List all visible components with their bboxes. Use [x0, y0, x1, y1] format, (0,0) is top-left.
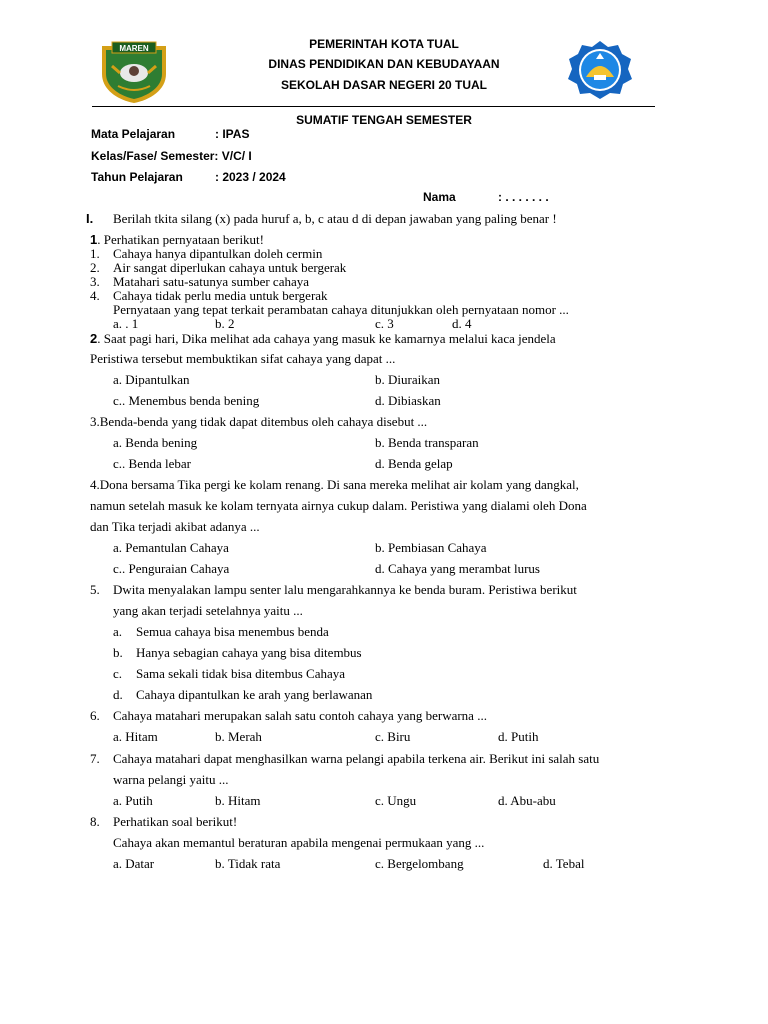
option-a: a. Putih — [113, 793, 153, 808]
year-value: : 2023 / 2024 — [215, 170, 286, 184]
question-6: Cahaya matahari merupakan salah satu contoh cahaya yang berwarna ... — [113, 708, 487, 723]
question-text: Pernyataan yang tepat terkait perambatan cahaya ditunjukkan oleh pernyataan nomor ... — [113, 302, 569, 317]
option-letter: d. — [113, 687, 123, 702]
option-a: a. Datar — [113, 856, 155, 871]
statement-text: Matahari satu-satunya sumber cahaya — [113, 274, 310, 289]
option-letter: c. — [113, 666, 123, 681]
question-text: warna pelangi yaitu ... — [113, 772, 229, 787]
statement-number: 1. — [90, 246, 100, 261]
option-a: a. Hitam — [113, 729, 158, 744]
name-label: Nama — [423, 190, 456, 204]
header-department: DINAS PENDIDIKAN DAN KEBUDAYAAN — [268, 57, 500, 71]
option-c: Sama sekali tidak bisa ditembus Cahaya — [136, 666, 346, 681]
question-number: 6. — [90, 708, 100, 723]
question-number: 1 — [90, 232, 98, 247]
statement-text: Cahaya tidak perlu media untuk bergerak — [113, 288, 328, 303]
option-d: d. 4 — [452, 316, 472, 331]
question-7: Cahaya matahari dapat menghasilkan warna pelangi apabila terkena air. Berikut ini salah satu — [113, 751, 600, 766]
subject-label: Mata Pelajaran — [91, 127, 176, 141]
question-number: 2 — [90, 331, 98, 346]
question-text: . Perhatikan pernyataan berikut! — [97, 232, 264, 247]
exam-title: SUMATIF TENGAH SEMESTER — [296, 113, 472, 127]
question-3: 3.Benda-benda yang tidak dapat ditembus oleh cahaya disebut ... — [90, 414, 428, 429]
option-d: d. Putih — [498, 729, 539, 744]
question-number: 5. — [90, 582, 100, 597]
header-school: SEKOLAH DASAR NEGERI 20 TUAL — [280, 78, 488, 92]
svg-text:MAREN: MAREN — [119, 44, 149, 53]
statement-number: 3. — [90, 274, 100, 289]
option-b: b. Pembiasan Cahaya — [375, 540, 487, 555]
option-c: c. Bergelombang — [375, 856, 464, 871]
statement-number: 2. — [90, 260, 100, 275]
name-value: : . . . . . . . — [498, 190, 549, 204]
option-d: d. Abu-abu — [498, 793, 556, 808]
option-letter: b. — [113, 645, 123, 660]
header-government: PEMERINTAH KOTA TUAL — [309, 37, 459, 51]
question-4: 4.Dona bersama Tika pergi ke kolam renang. Di sana mereka melihat air kolam yang dangkal, — [90, 477, 579, 492]
question-text: Cahaya akan memantul beraturan apabila mengenai permukaan yang ... — [113, 835, 485, 850]
option-c: c. 3 — [375, 316, 394, 331]
option-a: Semua cahaya bisa menembus benda — [136, 624, 329, 639]
statement-text: Air sangat diperlukan cahaya untuk bergerak — [113, 260, 347, 275]
option-b: Hanya sebagian cahaya yang bisa ditembus — [136, 645, 362, 660]
question-text: namun setelah masuk ke kolam ternyata airnya cukup dalam. Peristiwa yang dialami oleh Dona — [90, 498, 587, 513]
statement-text: Cahaya hanya dipantulkan doleh cermin — [113, 246, 323, 261]
header-divider — [92, 106, 655, 107]
option-b: b. Diuraikan — [375, 372, 440, 387]
option-letter: a. — [113, 624, 123, 639]
question-number: 7. — [90, 751, 100, 766]
option-a: a. Dipantulkan — [113, 372, 190, 387]
option-c: c. Ungu — [375, 793, 417, 808]
option-b: b. Benda transparan — [375, 435, 479, 450]
year-label: Tahun Pelajaran — [91, 170, 183, 184]
section-instruction: Berilah tkita silang (x) pada huruf a, b, c atau d di depan jawaban yang paling benar ! — [113, 211, 557, 226]
option-b: b. Tidak rata — [215, 856, 281, 871]
option-c: c.. Menembus benda bening — [113, 393, 260, 408]
question-text: yang akan terjadi setelahnya yaitu ... — [113, 603, 303, 618]
option-a: a. Pemantulan Cahaya — [113, 540, 229, 555]
subject-value: : IPAS — [215, 127, 250, 141]
question-8: Perhatikan soal berikut! — [113, 814, 238, 829]
option-c: c.. Penguraian Cahaya — [113, 561, 230, 576]
option-b: b. 2 — [215, 316, 235, 331]
option-a: a. Benda bening — [113, 435, 198, 450]
option-d: d. Cahaya yang merambat lurus — [375, 561, 540, 576]
section-number: I. — [86, 211, 94, 226]
option-d: d. Tebal — [543, 856, 585, 871]
option-d: d. Dibiaskan — [375, 393, 441, 408]
question-text: Peristiwa tersebut membuktikan sifat cahaya yang dapat ... — [90, 351, 396, 366]
option-c: c.. Benda lebar — [113, 456, 191, 471]
question-5: Dwita menyalakan lampu senter lalu mengarahkannya ke benda buram. Peristiwa berikut — [113, 582, 577, 597]
question-text: dan Tika terjadi akibat adanya ... — [90, 519, 260, 534]
statement-number: 4. — [90, 288, 100, 303]
option-d: d. Benda gelap — [375, 456, 453, 471]
option-b: b. Merah — [215, 729, 262, 744]
option-c: c. Biru — [375, 729, 411, 744]
option-a: a. . 1 — [113, 316, 139, 331]
question-number: 8. — [90, 814, 100, 829]
option-d: Cahaya dipantulkan ke arah yang berlawanan — [136, 687, 373, 702]
class-label: Kelas/Fase/ Semester: V/C/ I — [91, 149, 252, 163]
question-text: . Saat pagi hari, Dika melihat ada cahaya yang masuk ke kamarnya melalui kaca jendela — [97, 331, 556, 346]
question-2 — [90, 331, 556, 347]
option-b: b. Hitam — [215, 793, 261, 808]
